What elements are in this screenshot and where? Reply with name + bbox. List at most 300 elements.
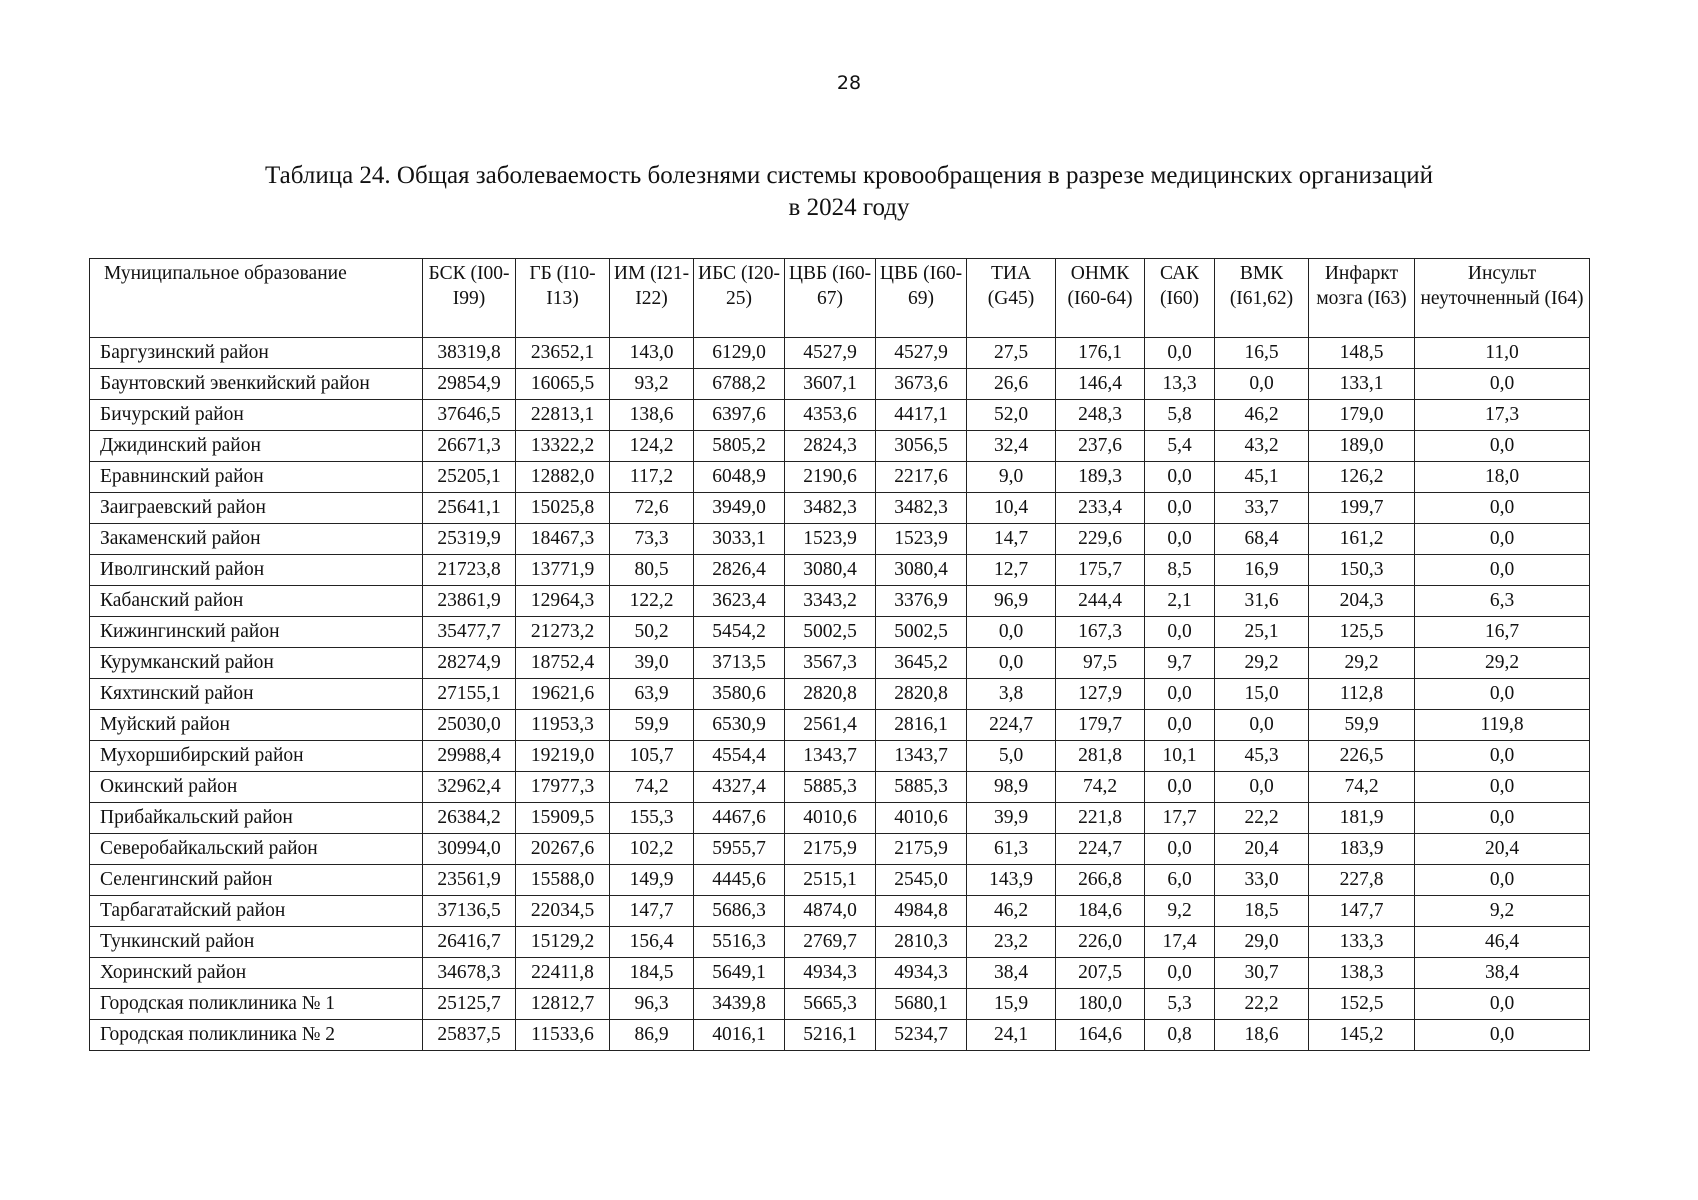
table-cell: 0,0 bbox=[1415, 772, 1590, 803]
table-cell: 61,3 bbox=[967, 834, 1056, 865]
table-cell: 29,2 bbox=[1415, 648, 1590, 679]
table-cell: 145,2 bbox=[1309, 1020, 1415, 1051]
table-cell: 133,1 bbox=[1309, 369, 1415, 400]
page-number: 28 bbox=[836, 72, 862, 94]
table-cell: 32962,4 bbox=[423, 772, 516, 803]
table-cell: 2175,9 bbox=[785, 834, 876, 865]
table-cell: 46,4 bbox=[1415, 927, 1590, 958]
table-cell: 2820,8 bbox=[876, 679, 967, 710]
table-cell: 2545,0 bbox=[876, 865, 967, 896]
table-cell: 124,2 bbox=[610, 431, 694, 462]
table-cell: 0,0 bbox=[1415, 803, 1590, 834]
table-cell: 147,7 bbox=[610, 896, 694, 927]
table-cell: 12,7 bbox=[967, 555, 1056, 586]
column-header: ТИА (G45) bbox=[967, 259, 1056, 338]
table-cell: 4353,6 bbox=[785, 400, 876, 431]
column-header: ОНМК (I60-64) bbox=[1056, 259, 1145, 338]
table-cell: 5885,3 bbox=[785, 772, 876, 803]
table-cell: 221,8 bbox=[1056, 803, 1145, 834]
table-cell: 27,5 bbox=[967, 338, 1056, 369]
table-cell: 38,4 bbox=[1415, 958, 1590, 989]
table-cell: 3949,0 bbox=[694, 493, 785, 524]
table-cell: 138,6 bbox=[610, 400, 694, 431]
table-cell: 224,7 bbox=[967, 710, 1056, 741]
column-header: Муниципальное образование bbox=[90, 259, 423, 338]
column-header: Инфаркт мозга (I63) bbox=[1309, 259, 1415, 338]
table-cell: 0,0 bbox=[1415, 865, 1590, 896]
table-cell: 37646,5 bbox=[423, 400, 516, 431]
table-cell: 28274,9 bbox=[423, 648, 516, 679]
table-cell: 0,0 bbox=[1145, 617, 1215, 648]
table-cell: 25641,1 bbox=[423, 493, 516, 524]
table-cell: 161,2 bbox=[1309, 524, 1415, 555]
table-cell: 16065,5 bbox=[516, 369, 610, 400]
table-cell: 4010,6 bbox=[785, 803, 876, 834]
table-cell: 17,7 bbox=[1145, 803, 1215, 834]
table-cell: 30994,0 bbox=[423, 834, 516, 865]
table-cell: 8,5 bbox=[1145, 555, 1215, 586]
table-cell: 11,0 bbox=[1415, 338, 1590, 369]
table-cell: 155,3 bbox=[610, 803, 694, 834]
table-cell: 226,0 bbox=[1056, 927, 1145, 958]
table-cell: 39,0 bbox=[610, 648, 694, 679]
table-cell: 138,3 bbox=[1309, 958, 1415, 989]
table-cell: 149,9 bbox=[610, 865, 694, 896]
row-municipality-name: Баунтовский эвенкийский район bbox=[90, 369, 423, 400]
table-cell: 73,3 bbox=[610, 524, 694, 555]
table-cell: 3645,2 bbox=[876, 648, 967, 679]
table-cell: 6,0 bbox=[1145, 865, 1215, 896]
table-cell: 2820,8 bbox=[785, 679, 876, 710]
table-cell: 96,3 bbox=[610, 989, 694, 1020]
table-row bbox=[90, 431, 1590, 462]
table-cell: 0,0 bbox=[1145, 524, 1215, 555]
table-cell: 1343,7 bbox=[876, 741, 967, 772]
table-cell: 0,8 bbox=[1145, 1020, 1215, 1051]
table-cell: 10,4 bbox=[967, 493, 1056, 524]
table-cell: 199,7 bbox=[1309, 493, 1415, 524]
table-cell: 1523,9 bbox=[876, 524, 967, 555]
table-cell: 9,2 bbox=[1415, 896, 1590, 927]
table-cell: 0,0 bbox=[967, 648, 1056, 679]
row-municipality-name: Тарбагатайский район bbox=[90, 896, 423, 927]
table-cell: 181,9 bbox=[1309, 803, 1415, 834]
table-cell: 4445,6 bbox=[694, 865, 785, 896]
table-cell: 6397,6 bbox=[694, 400, 785, 431]
table-cell: 5234,7 bbox=[876, 1020, 967, 1051]
row-municipality-name: Тункинский район bbox=[90, 927, 423, 958]
row-municipality-name: Кижингинский район bbox=[90, 617, 423, 648]
table-cell: 5516,3 bbox=[694, 927, 785, 958]
table-cell: 25125,7 bbox=[423, 989, 516, 1020]
table-row bbox=[90, 462, 1590, 493]
table-cell: 35477,7 bbox=[423, 617, 516, 648]
row-municipality-name: Еравнинский район bbox=[90, 462, 423, 493]
row-municipality-name: Северобайкальский район bbox=[90, 834, 423, 865]
table-cell: 15,9 bbox=[967, 989, 1056, 1020]
row-municipality-name: Муйский район bbox=[90, 710, 423, 741]
table-cell: 5649,1 bbox=[694, 958, 785, 989]
table-cell: 3623,4 bbox=[694, 586, 785, 617]
table-cell: 74,2 bbox=[610, 772, 694, 803]
table-cell: 224,7 bbox=[1056, 834, 1145, 865]
row-municipality-name: Заиграевский район bbox=[90, 493, 423, 524]
table-cell: 24,1 bbox=[967, 1020, 1056, 1051]
table-cell: 146,4 bbox=[1056, 369, 1145, 400]
table-cell: 3439,8 bbox=[694, 989, 785, 1020]
table-cell: 0,0 bbox=[1215, 710, 1309, 741]
table-cell: 9,7 bbox=[1145, 648, 1215, 679]
row-municipality-name: Прибайкальский район bbox=[90, 803, 423, 834]
table-cell: 25030,0 bbox=[423, 710, 516, 741]
table-cell: 126,2 bbox=[1309, 462, 1415, 493]
morbidity-table bbox=[89, 258, 1590, 1051]
table-cell: 25,1 bbox=[1215, 617, 1309, 648]
table-cell: 244,4 bbox=[1056, 586, 1145, 617]
table-cell: 4984,8 bbox=[876, 896, 967, 927]
table-cell: 5805,2 bbox=[694, 431, 785, 462]
table-cell: 25205,1 bbox=[423, 462, 516, 493]
table-cell: 0,0 bbox=[1415, 431, 1590, 462]
table-cell: 183,9 bbox=[1309, 834, 1415, 865]
table-cell: 26384,2 bbox=[423, 803, 516, 834]
table-row bbox=[90, 400, 1590, 431]
table-cell: 4527,9 bbox=[785, 338, 876, 369]
table-cell: 23652,1 bbox=[516, 338, 610, 369]
table-cell: 0,0 bbox=[1415, 369, 1590, 400]
table-cell: 11953,3 bbox=[516, 710, 610, 741]
table-cell: 26,6 bbox=[967, 369, 1056, 400]
table-cell: 29,2 bbox=[1215, 648, 1309, 679]
table-cell: 3080,4 bbox=[785, 555, 876, 586]
table-cell: 9,0 bbox=[967, 462, 1056, 493]
table-cell: 19621,6 bbox=[516, 679, 610, 710]
table-cell: 164,6 bbox=[1056, 1020, 1145, 1051]
table-cell: 143,0 bbox=[610, 338, 694, 369]
table-cell: 4934,3 bbox=[785, 958, 876, 989]
table-cell: 18752,4 bbox=[516, 648, 610, 679]
table-cell: 0,0 bbox=[1415, 493, 1590, 524]
table-cell: 125,5 bbox=[1309, 617, 1415, 648]
table-cell: 3,8 bbox=[967, 679, 1056, 710]
table-cell: 25837,5 bbox=[423, 1020, 516, 1051]
table-cell: 3567,3 bbox=[785, 648, 876, 679]
table-cell: 3607,1 bbox=[785, 369, 876, 400]
table-row bbox=[90, 989, 1590, 1020]
column-header: ИМ (I21-I22) bbox=[610, 259, 694, 338]
row-municipality-name: Иволгинский район bbox=[90, 555, 423, 586]
table-title-line-1: Таблица 24. Общая заболеваемость болезнями системы кровообращения в разрезе медицинских организаций bbox=[265, 162, 1433, 189]
table-cell: 147,7 bbox=[1309, 896, 1415, 927]
table-cell: 38319,8 bbox=[423, 338, 516, 369]
table-cell: 9,2 bbox=[1145, 896, 1215, 927]
table-cell: 2769,7 bbox=[785, 927, 876, 958]
table-cell: 17977,3 bbox=[516, 772, 610, 803]
table-cell: 43,2 bbox=[1215, 431, 1309, 462]
table-cell: 26671,3 bbox=[423, 431, 516, 462]
table-cell: 80,5 bbox=[610, 555, 694, 586]
table-cell: 184,6 bbox=[1056, 896, 1145, 927]
table-cell: 2515,1 bbox=[785, 865, 876, 896]
table-cell: 133,3 bbox=[1309, 927, 1415, 958]
table-cell: 2,1 bbox=[1145, 586, 1215, 617]
table-row bbox=[90, 741, 1590, 772]
table-cell: 4467,6 bbox=[694, 803, 785, 834]
table-cell: 96,9 bbox=[967, 586, 1056, 617]
table-cell: 3056,5 bbox=[876, 431, 967, 462]
row-municipality-name: Курумканский район bbox=[90, 648, 423, 679]
table-cell: 15129,2 bbox=[516, 927, 610, 958]
table-cell: 2561,4 bbox=[785, 710, 876, 741]
table-cell: 59,9 bbox=[610, 710, 694, 741]
table-cell: 29,2 bbox=[1309, 648, 1415, 679]
column-header: ГБ (I10-I13) bbox=[516, 259, 610, 338]
table-row bbox=[90, 555, 1590, 586]
table-row bbox=[90, 493, 1590, 524]
column-header: ЦВБ (I60-69) bbox=[876, 259, 967, 338]
table-cell: 72,6 bbox=[610, 493, 694, 524]
table-cell: 152,5 bbox=[1309, 989, 1415, 1020]
table-cell: 143,9 bbox=[967, 865, 1056, 896]
table-cell: 29854,9 bbox=[423, 369, 516, 400]
table-cell: 179,7 bbox=[1056, 710, 1145, 741]
table-cell: 3713,5 bbox=[694, 648, 785, 679]
table-cell: 226,5 bbox=[1309, 741, 1415, 772]
column-header: ЦВБ (I60-67) bbox=[785, 259, 876, 338]
table-cell: 2175,9 bbox=[876, 834, 967, 865]
table-cell: 63,9 bbox=[610, 679, 694, 710]
table-cell: 0,0 bbox=[1145, 710, 1215, 741]
table-cell: 13771,9 bbox=[516, 555, 610, 586]
table-cell: 29,0 bbox=[1215, 927, 1309, 958]
table-row bbox=[90, 338, 1590, 369]
table-body bbox=[90, 338, 1590, 1051]
row-municipality-name: Бичурский район bbox=[90, 400, 423, 431]
table-cell: 0,0 bbox=[967, 617, 1056, 648]
table-cell: 12964,3 bbox=[516, 586, 610, 617]
table-cell: 17,4 bbox=[1145, 927, 1215, 958]
table-cell: 4016,1 bbox=[694, 1020, 785, 1051]
table-cell: 30,7 bbox=[1215, 958, 1309, 989]
table-cell: 33,0 bbox=[1215, 865, 1309, 896]
table-cell: 229,6 bbox=[1056, 524, 1145, 555]
table-cell: 27155,1 bbox=[423, 679, 516, 710]
table-cell: 18467,3 bbox=[516, 524, 610, 555]
table-row bbox=[90, 803, 1590, 834]
table-row bbox=[90, 958, 1590, 989]
table-cell: 0,0 bbox=[1145, 834, 1215, 865]
table-cell: 18,5 bbox=[1215, 896, 1309, 927]
table-cell: 5,0 bbox=[967, 741, 1056, 772]
table-cell: 97,5 bbox=[1056, 648, 1145, 679]
table-cell: 22,2 bbox=[1215, 803, 1309, 834]
row-municipality-name: Кабанский район bbox=[90, 586, 423, 617]
table-cell: 15909,5 bbox=[516, 803, 610, 834]
table-cell: 23561,9 bbox=[423, 865, 516, 896]
table-cell: 127,9 bbox=[1056, 679, 1145, 710]
row-municipality-name: Селенгинский район bbox=[90, 865, 423, 896]
table-cell: 23861,9 bbox=[423, 586, 516, 617]
table-cell: 184,5 bbox=[610, 958, 694, 989]
table-title-line-2: в 2024 году bbox=[788, 194, 910, 221]
table-cell: 18,0 bbox=[1415, 462, 1590, 493]
table-cell: 148,5 bbox=[1309, 338, 1415, 369]
table-cell: 20267,6 bbox=[516, 834, 610, 865]
table-cell: 22813,1 bbox=[516, 400, 610, 431]
table-cell: 122,2 bbox=[610, 586, 694, 617]
table-cell: 102,2 bbox=[610, 834, 694, 865]
table-cell: 22,2 bbox=[1215, 989, 1309, 1020]
table-cell: 3376,9 bbox=[876, 586, 967, 617]
table-cell: 4010,6 bbox=[876, 803, 967, 834]
table-cell: 2810,3 bbox=[876, 927, 967, 958]
table-cell: 5885,3 bbox=[876, 772, 967, 803]
table-row bbox=[90, 1020, 1590, 1051]
table-cell: 248,3 bbox=[1056, 400, 1145, 431]
table-cell: 0,0 bbox=[1215, 369, 1309, 400]
table-row bbox=[90, 896, 1590, 927]
column-header: ИБС (I20-25) bbox=[694, 259, 785, 338]
table-cell: 52,0 bbox=[967, 400, 1056, 431]
table-cell: 45,3 bbox=[1215, 741, 1309, 772]
table-cell: 0,0 bbox=[1145, 772, 1215, 803]
row-municipality-name: Хоринский район bbox=[90, 958, 423, 989]
table-cell: 15,0 bbox=[1215, 679, 1309, 710]
table-cell: 20,4 bbox=[1215, 834, 1309, 865]
table-cell: 38,4 bbox=[967, 958, 1056, 989]
table-cell: 20,4 bbox=[1415, 834, 1590, 865]
table-header-row bbox=[90, 259, 1590, 338]
row-municipality-name: Мухоршибирский район bbox=[90, 741, 423, 772]
table-cell: 50,2 bbox=[610, 617, 694, 648]
table-row bbox=[90, 679, 1590, 710]
table-cell: 22034,5 bbox=[516, 896, 610, 927]
table-cell: 207,5 bbox=[1056, 958, 1145, 989]
table-cell: 0,0 bbox=[1415, 1020, 1590, 1051]
table-cell: 2816,1 bbox=[876, 710, 967, 741]
table-cell: 3033,1 bbox=[694, 524, 785, 555]
table-cell: 6788,2 bbox=[694, 369, 785, 400]
table-cell: 4554,4 bbox=[694, 741, 785, 772]
table-cell: 11533,6 bbox=[516, 1020, 610, 1051]
table-cell: 13,3 bbox=[1145, 369, 1215, 400]
row-municipality-name: Окинский район bbox=[90, 772, 423, 803]
table-cell: 167,3 bbox=[1056, 617, 1145, 648]
table-cell: 5,3 bbox=[1145, 989, 1215, 1020]
table-cell: 13322,2 bbox=[516, 431, 610, 462]
table-cell: 233,4 bbox=[1056, 493, 1145, 524]
table-cell: 1523,9 bbox=[785, 524, 876, 555]
table-cell: 2190,6 bbox=[785, 462, 876, 493]
table-cell: 37136,5 bbox=[423, 896, 516, 927]
table-cell: 0,0 bbox=[1415, 679, 1590, 710]
table-cell: 31,6 bbox=[1215, 586, 1309, 617]
row-municipality-name: Кяхтинский район bbox=[90, 679, 423, 710]
table-cell: 227,8 bbox=[1309, 865, 1415, 896]
table-cell: 1343,7 bbox=[785, 741, 876, 772]
table-cell: 15588,0 bbox=[516, 865, 610, 896]
table-cell: 189,3 bbox=[1056, 462, 1145, 493]
table-cell: 3580,6 bbox=[694, 679, 785, 710]
table-cell: 15025,8 bbox=[516, 493, 610, 524]
table-cell: 34678,3 bbox=[423, 958, 516, 989]
table-cell: 0,0 bbox=[1415, 555, 1590, 586]
table-cell: 86,9 bbox=[610, 1020, 694, 1051]
table-cell: 119,8 bbox=[1415, 710, 1590, 741]
table-cell: 17,3 bbox=[1415, 400, 1590, 431]
table-cell: 2824,3 bbox=[785, 431, 876, 462]
table-cell: 5,8 bbox=[1145, 400, 1215, 431]
table-cell: 179,0 bbox=[1309, 400, 1415, 431]
column-header: БСК (I00-I99) bbox=[423, 259, 516, 338]
table-cell: 5665,3 bbox=[785, 989, 876, 1020]
row-municipality-name: Баргузинский район bbox=[90, 338, 423, 369]
table-cell: 0,0 bbox=[1415, 524, 1590, 555]
table-cell: 26416,7 bbox=[423, 927, 516, 958]
table-cell: 93,2 bbox=[610, 369, 694, 400]
table-cell: 5216,1 bbox=[785, 1020, 876, 1051]
row-municipality-name: Городская поликлиника № 2 bbox=[90, 1020, 423, 1051]
table-cell: 4417,1 bbox=[876, 400, 967, 431]
column-header: САК (I60) bbox=[1145, 259, 1215, 338]
table-row bbox=[90, 927, 1590, 958]
table-cell: 21723,8 bbox=[423, 555, 516, 586]
table-cell: 180,0 bbox=[1056, 989, 1145, 1020]
table-cell: 46,2 bbox=[1215, 400, 1309, 431]
table-row bbox=[90, 710, 1590, 741]
table-row bbox=[90, 865, 1590, 896]
table-cell: 39,9 bbox=[967, 803, 1056, 834]
table-cell: 150,3 bbox=[1309, 555, 1415, 586]
table-cell: 46,2 bbox=[967, 896, 1056, 927]
table-cell: 6530,9 bbox=[694, 710, 785, 741]
table-cell: 4934,3 bbox=[876, 958, 967, 989]
table-cell: 105,7 bbox=[610, 741, 694, 772]
table-cell: 156,4 bbox=[610, 927, 694, 958]
table-cell: 33,7 bbox=[1215, 493, 1309, 524]
table-cell: 3673,6 bbox=[876, 369, 967, 400]
table-cell: 3080,4 bbox=[876, 555, 967, 586]
table-cell: 5,4 bbox=[1145, 431, 1215, 462]
table-cell: 14,7 bbox=[967, 524, 1056, 555]
table-cell: 3482,3 bbox=[785, 493, 876, 524]
table-cell: 0,0 bbox=[1145, 679, 1215, 710]
column-header: Инсульт неуточненный (I64) bbox=[1415, 259, 1590, 338]
table-cell: 10,1 bbox=[1145, 741, 1215, 772]
table-cell: 4874,0 bbox=[785, 896, 876, 927]
table-cell: 74,2 bbox=[1309, 772, 1415, 803]
table-cell: 5680,1 bbox=[876, 989, 967, 1020]
table-cell: 0,0 bbox=[1145, 958, 1215, 989]
table-cell: 5454,2 bbox=[694, 617, 785, 648]
table-cell: 4527,9 bbox=[876, 338, 967, 369]
table-cell: 112,8 bbox=[1309, 679, 1415, 710]
table-cell: 189,0 bbox=[1309, 431, 1415, 462]
table-cell: 21273,2 bbox=[516, 617, 610, 648]
table-cell: 5955,7 bbox=[694, 834, 785, 865]
table-cell: 6,3 bbox=[1415, 586, 1590, 617]
column-header: ВМК (I61,62) bbox=[1215, 259, 1309, 338]
table-cell: 266,8 bbox=[1056, 865, 1145, 896]
table-cell: 5002,5 bbox=[876, 617, 967, 648]
table-cell: 16,5 bbox=[1215, 338, 1309, 369]
row-municipality-name: Закаменский район bbox=[90, 524, 423, 555]
table-cell: 0,0 bbox=[1145, 338, 1215, 369]
table-cell: 237,6 bbox=[1056, 431, 1145, 462]
table-cell: 0,0 bbox=[1145, 493, 1215, 524]
table-cell: 16,7 bbox=[1415, 617, 1590, 648]
table-cell: 22411,8 bbox=[516, 958, 610, 989]
